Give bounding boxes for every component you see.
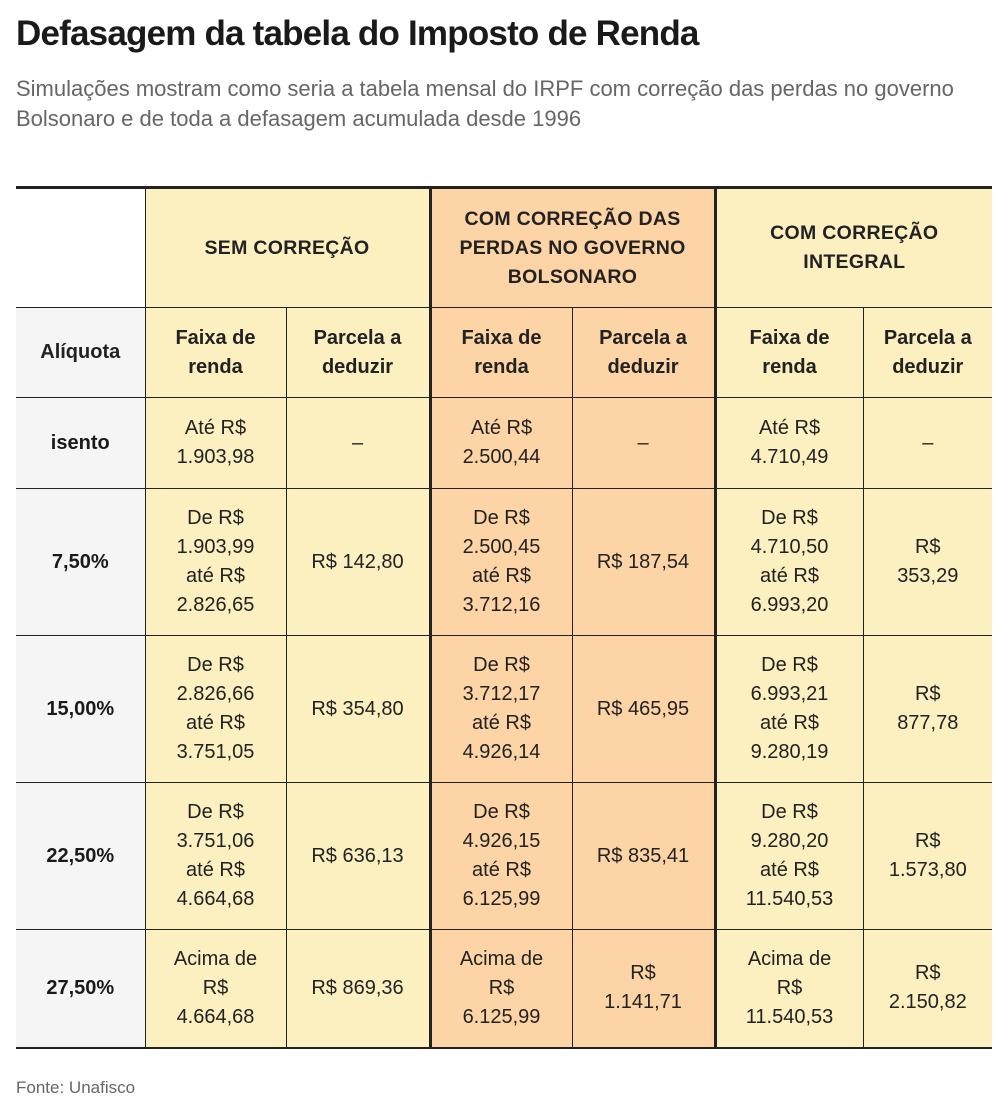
bol-faixa-header: Faixa de renda	[430, 308, 572, 398]
table-row	[16, 489, 992, 636]
group-header-correcao-integral: COM CORREÇÃO INTEGRAL	[715, 188, 992, 308]
source-note: Fonte: Unafisco	[16, 1078, 136, 1097]
bol-faixa-cell: De R$ 3.712,17 até R$ 4.926,14	[430, 636, 572, 783]
bol-parcela-cell: R$ 465,95	[572, 636, 715, 783]
aliquota-header: Alíquota	[16, 308, 145, 398]
sem-parcela-cell: R$ 636,13	[286, 783, 430, 930]
int-parcela-header: Parcela a deduzir	[863, 308, 992, 398]
int-faixa-header: Faixa de renda	[715, 308, 863, 398]
table-row	[16, 636, 992, 783]
sem-parcela-cell: R$ 354,80	[286, 636, 430, 783]
bol-parcela-cell: R$ 1.141,71	[572, 930, 715, 1048]
sem-faixa-cell: Acima de R$ 4.664,68	[145, 930, 286, 1048]
irpf-table	[16, 186, 992, 1049]
bol-faixa-cell: De R$ 2.500,45 até R$ 3.712,16	[430, 489, 572, 636]
table-row	[16, 398, 992, 489]
aliquota-cell: 15,00%	[16, 636, 145, 783]
int-parcela-cell: R$ 877,78	[863, 636, 992, 783]
int-faixa-cell: De R$ 9.280,20 até R$ 11.540,53	[715, 783, 863, 930]
header-corner	[16, 188, 145, 308]
aliquota-cell: 27,50%	[16, 930, 145, 1048]
bol-parcela-cell: R$ 187,54	[572, 489, 715, 636]
sem-parcela-header: Parcela a deduzir	[286, 308, 430, 398]
page-title: Defasagem da tabela do Imposto de Renda	[16, 14, 699, 53]
int-faixa-cell: Acima de R$ 11.540,53	[715, 930, 863, 1048]
sem-parcela-cell: R$ 142,80	[286, 489, 430, 636]
aliquota-cell: 7,50%	[16, 489, 145, 636]
sem-parcela-cell: –	[286, 398, 430, 489]
aliquota-cell: isento	[16, 398, 145, 489]
int-faixa-cell: Até R$ 4.710,49	[715, 398, 863, 489]
int-faixa-cell: De R$ 6.993,21 até R$ 9.280,19	[715, 636, 863, 783]
bol-parcela-cell: –	[572, 398, 715, 489]
bol-faixa-cell: Acima de R$ 6.125,99	[430, 930, 572, 1048]
bol-faixa-cell: De R$ 4.926,15 até R$ 6.125,99	[430, 783, 572, 930]
int-parcela-cell: –	[863, 398, 992, 489]
group-header-row	[16, 188, 992, 308]
bol-parcela-cell: R$ 835,41	[572, 783, 715, 930]
page-subtitle: Simulações mostram como seria a tabela mensal do IRPF com correção das perdas no governo Bolsonaro e de toda a defasagem acumulada desde 1996	[16, 76, 954, 131]
sem-faixa-cell: De R$ 3.751,06 até R$ 4.664,68	[145, 783, 286, 930]
group-header-sem-correcao: SEM CORREÇÃO	[145, 188, 430, 308]
bol-faixa-cell: Até R$ 2.500,44	[430, 398, 572, 489]
int-parcela-cell: R$ 1.573,80	[863, 783, 992, 930]
bol-parcela-header: Parcela a deduzir	[572, 308, 715, 398]
table-row	[16, 930, 992, 1048]
sem-faixa-cell: De R$ 2.826,66 até R$ 3.751,05	[145, 636, 286, 783]
table-row	[16, 783, 992, 930]
sem-faixa-cell: De R$ 1.903,99 até R$ 2.826,65	[145, 489, 286, 636]
int-faixa-cell: De R$ 4.710,50 até R$ 6.993,20	[715, 489, 863, 636]
sem-faixa-cell: Até R$ 1.903,98	[145, 398, 286, 489]
int-parcela-cell: R$ 353,29	[863, 489, 992, 636]
int-parcela-cell: R$ 2.150,82	[863, 930, 992, 1048]
aliquota-cell: 22,50%	[16, 783, 145, 930]
group-header-correcao-bolsonaro: COM CORREÇÃO DAS PERDAS NO GOVERNO BOLSONARO	[430, 188, 715, 308]
column-header-row	[16, 308, 992, 398]
sem-faixa-header: Faixa de renda	[145, 308, 286, 398]
sem-parcela-cell: R$ 869,36	[286, 930, 430, 1048]
